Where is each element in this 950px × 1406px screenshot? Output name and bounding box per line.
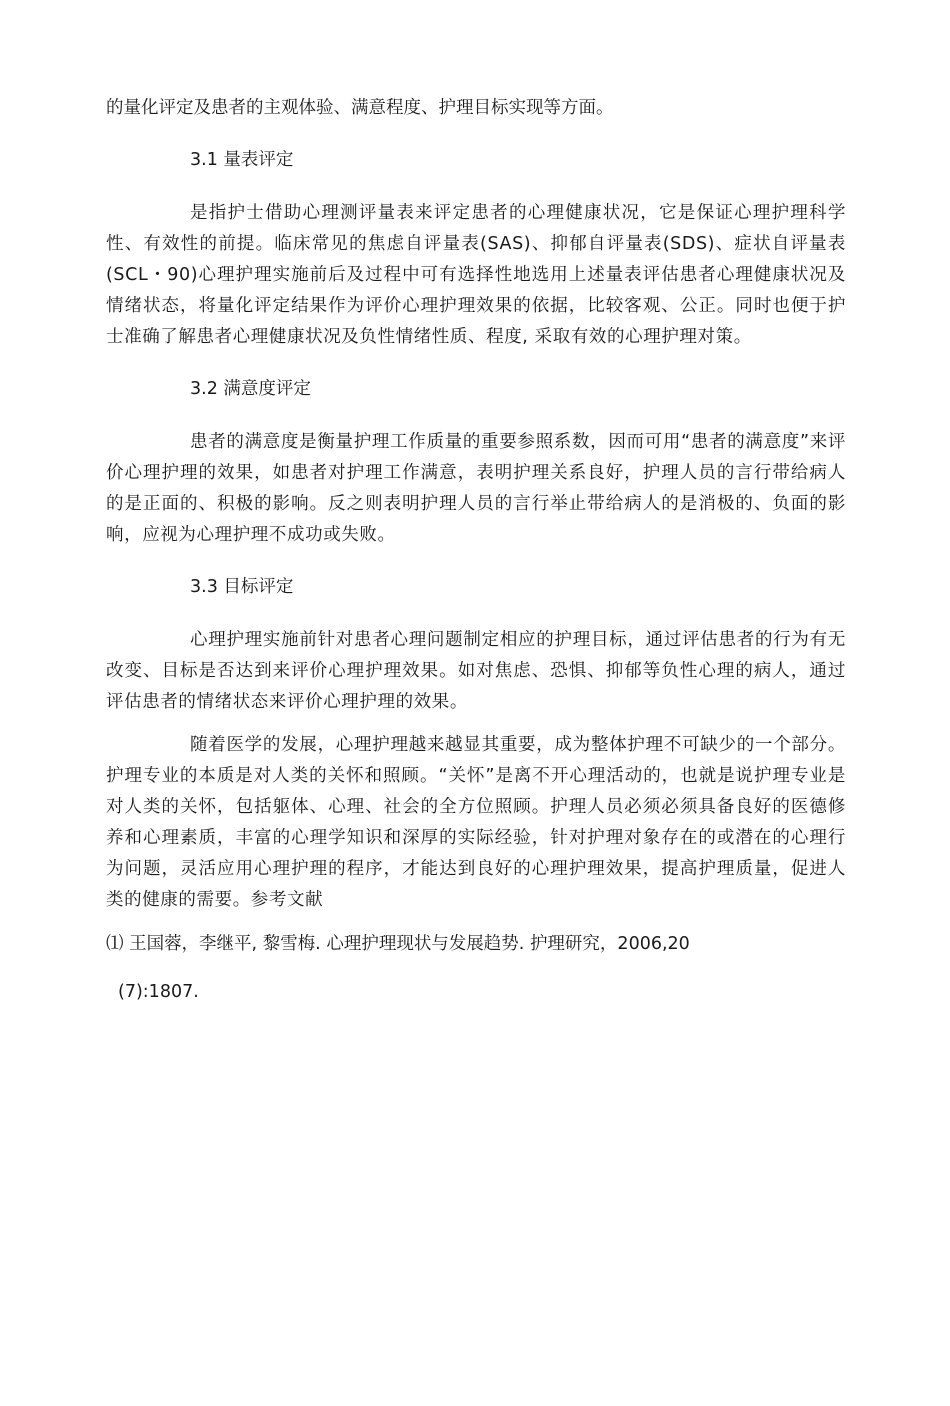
intro-tail-text: 的量化评定及患者的主观体验、满意程度、护理目标实现等方面。 bbox=[106, 98, 614, 118]
reference-list bbox=[106, 928, 846, 1008]
section-heading-3-3: 3.3 目标评定 bbox=[190, 577, 294, 597]
reference-item-1-line-2: (7):1807. bbox=[118, 982, 199, 1002]
section-paragraph-3-1: 是指护士借助心理测评量表来评定患者的心理健康状况，它是保证心理护理科学性、有效性的前提。临床常见的焦虑自评量表(SAS)、抑郁自评量表(SDS)、症状自评量表(SCL・90)心理护理实施前后及过程中可有选择性地选用上述量表评估患者心理健康状况及情绪状态，将量化评定结果作为评价心理护理效果的依据，比较客观、公正。同时也便于护士准确了解患者心理健康状况及负性情绪性质、程度, 采取有效的心理护理对策。 bbox=[106, 203, 846, 347]
document-page bbox=[106, 92, 846, 1008]
section-heading-3-2: 3.2 满意度评定 bbox=[190, 379, 311, 399]
section-paragraph-3-3: 心理护理实施前针对患者心理问题制定相应的护理目标，通过评估患者的行为有无改变、目标是否达到来评价心理护理效果。如对焦虑、恐惧、抑郁等负性心理的病人，通过评估患者的情绪状态来评价心理护理的效果。 bbox=[106, 630, 846, 712]
section-paragraph-3-2: 患者的满意度是衡量护理工作质量的重要参照系数，因而可用“患者的满意度”来评价心理护理的效果，如患者对护理工作满意，表明护理关系良好，护理人员的言行带给病人的是正面的、积极的影响。反之则表明护理人员的言行举止带给病人的是消极的、负面的影响，应视为心理护理不成功或失败。 bbox=[106, 432, 846, 545]
conclusion-paragraph: 随着医学的发展，心理护理越来越显其重要，成为整体护理不可缺少的一个部分。护理专业的本质是对人类的关怀和照顾。“关怀”是离不开心理活动的，也就是说护理专业是对人类的关怀，包括躯体、心理、社会的全方位照顾。护理人员必须必须具备良好的医德修养和心理素质，丰富的心理学知识和深厚的实际经验，针对护理对象存在的或潜在的心理行为问题，灵活应用心理护理的程序，才能达到良好的心理护理效果，提高护理质量，促进人类的健康的需要。参考文献 bbox=[106, 735, 846, 910]
reference-item-1-line-1: ⑴ 王国蓉，李继平, 黎雪梅. 心理护理现状与发展趋势. 护理研究，2006,20 bbox=[106, 934, 690, 954]
section-heading-3-1: 3.1 量表评定 bbox=[190, 150, 294, 170]
